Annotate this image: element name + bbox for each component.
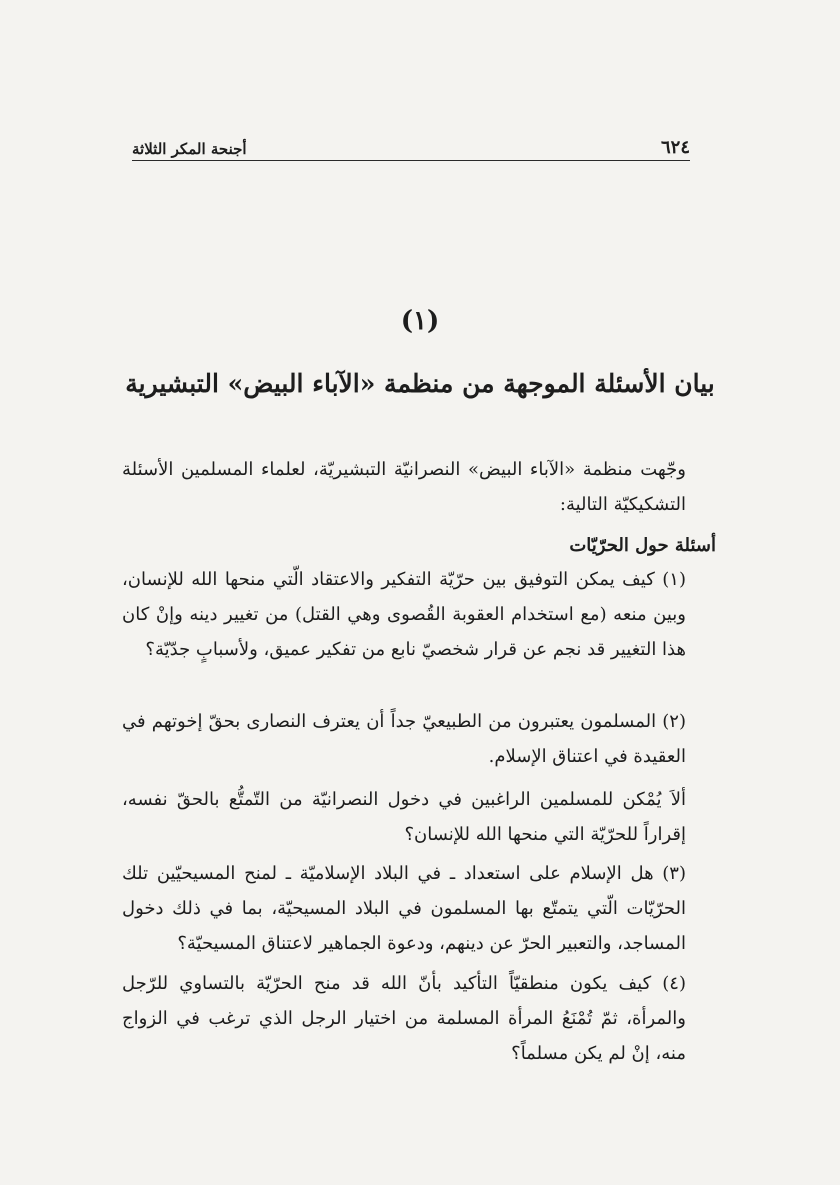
intro-text: وجّهت منظمة «الآباء البيض» النصرانيّة التبشيريّة، لعلماء المسلمين الأسئلة التشكيكيّة التالية: [122,459,686,515]
question-3-text: (٣) هل الإسلام على استعداد ـ في البلاد الإسلاميّة ـ لمنح المسيحيّين تلك الحرّيّات الّتي يتمتّع بها المسلمون في البلاد المسيحيّة، بما في ذلك دخول المساجد، والتعبير الحرّ عن دينهم، ودعوة الجماهير لاعتناق المسيحيّة؟ [122,863,686,954]
section-title: بيان الأسئلة الموجهة من منظمة «الآباء البيض» التبشيرية [125,369,715,398]
intro-paragraph [122,452,716,522]
question-2-text: (٢) المسلمون يعتبرون من الطبيعيّ جداً أن يعترف النصارى بحقّ إخوتهم في العقيدة في اعتناق الإسلام. [122,711,686,767]
section-number: (١) [400,306,440,336]
running-title: أجنحة المكر الثلاثة [132,140,247,158]
header-rule [132,160,690,161]
question-2 [122,704,716,774]
question-1-text: (١) كيف يمكن التوفيق بين حرّيّة التفكير والاعتقاد الّتي منحها الله للإنسان، وبين منعه (مع استخدام العقوبة القُصوى وهي القتل) من تغيير دينه وإنْ كان هذا التغيير قد نجم عن قرار شخصيّ نابع من تفكير عميق، ولأسبابٍ جدّيّة؟ [122,569,686,660]
question-1 [122,562,716,667]
question-4-text: (٤) كيف يكون منطقيّاً التأكيد بأنّ الله قد منح الحرّيّة بالتساوي للرّجل والمرأة، ثمّ تُمْنَعُ المرأة المسلمة من اختيار الرجل الذي ترغب في الزواج منه، إنْ لم يكن مسلماً؟ [122,973,686,1064]
question-4 [122,966,716,1071]
subheading: أسئلة حول الحرّيّات [569,535,716,556]
question-2-followup-text: ألاَ يُمْكن للمسلمين الراغبين في دخول النصرانيّة من التّمتُّع بالحقّ نفسه، إقراراً للحرّيّة التي منحها الله للإنسان؟ [122,789,686,845]
question-2-followup [122,782,716,852]
page-number: ٦٢٤ [660,137,690,158]
page-header [132,128,690,158]
question-3 [122,856,716,961]
